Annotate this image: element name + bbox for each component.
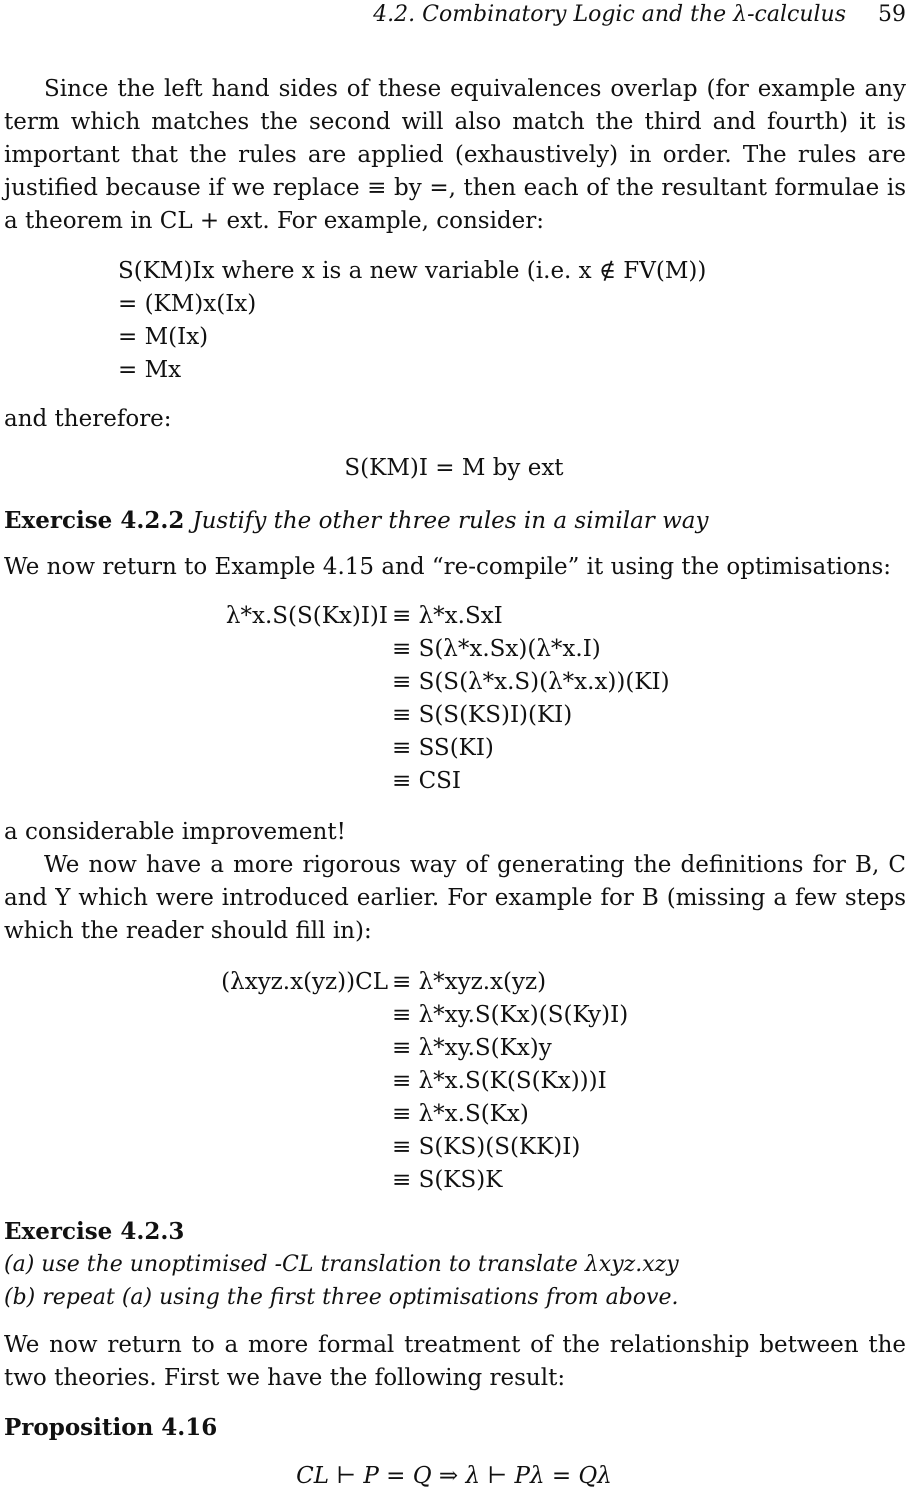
running-title: 4.2. Combinatory Logic and the λ-calculus [373,2,846,27]
paragraph-improvement: a considerable improvement! [4,819,346,845]
derivation-step: ≡ SS(KI) [392,735,494,761]
exercise-4-2-3-items [4,1248,679,1314]
running-header [0,0,908,30]
derivation-lhs: (λxyz.x(yz))CL [221,969,388,995]
example-line: S(KM)Ix where x is a new variable (i.e. x ∉ FV(M)) [118,258,707,284]
proposition-statement: CL ⊢ P = Q ⇒ λ ⊢ Pλ = Qλ [296,1463,612,1489]
paragraph-recompile: We now return to Example 4.15 and “re-compile” it using the optimisations: [4,554,892,580]
exercise-label: Exercise 4.2.2 [4,507,185,534]
derivation-step: ≡ S(λ*x.Sx)(λ*x.I) [392,636,601,662]
derivation-step: ≡ S(KS)(S(KK)I) [392,1134,581,1160]
exercise-item: (b) repeat (a) using the first three optimisations from above. [4,1285,679,1310]
derivation-step: ≡ λ*x.S(K(S(Kx)))I [392,1068,607,1094]
derivation-step: ≡ CSI [392,768,462,794]
example-line: = Mx [118,357,182,383]
example-line: = M(Ix) [118,324,209,350]
paragraph-rules-justification: Since the left hand sides of these equivalences overlap (for example any term which matches the second will also match the third and fourth) it is important that the rules are applied (exhaustively) in order. The rules are justified because if we replace ≡ by =, then each of the resultant formulae is a theorem in CL + ext. For example, consider: [4,76,906,234]
derivation-step: ≡ λ*xy.S(Kx)y [392,1035,552,1061]
exercise-4-2-2 [4,504,709,538]
derivation-step: ≡ λ*x.S(Kx) [392,1101,529,1127]
exercise-4-2-3-label: Exercise 4.2.3 [4,1218,185,1245]
page-number: 59 [878,2,906,27]
derivation-step: ≡ S(S(λ*x.S)(λ*x.x))(KI) [392,669,670,695]
b-derivation [0,966,908,1201]
exercise-item: (a) use the unoptimised -CL translation to translate λxyz.xzy [4,1252,679,1277]
derivation-step: ≡ S(KS)K [392,1167,503,1193]
proposition-label: Proposition 4.16 [4,1414,218,1441]
and-therefore-text: and therefore: [4,406,172,432]
derivation-lhs: λ*x.S(S(Kx)I)I [225,603,388,629]
example-line: = (KM)x(Ix) [118,291,257,317]
paragraph-rigorous: We now have a more rigorous way of generating the definitions for B, C and Y which were introduced earlier. For example for B (missing a few steps which the reader should fill in): [4,852,906,944]
result-equation: S(KM)I = M by ext [344,455,564,481]
derivation-step: ≡ λ*xyz.x(yz) [392,969,547,995]
derivation-step: ≡ S(S(KS)I)(KI) [392,702,573,728]
optimised-derivation [0,600,908,800]
paragraph-formal-treatment: We now return to a more formal treatment of the relationship between the two theories. First we have the following result: [4,1332,906,1391]
derivation-step: ≡ λ*xy.S(Kx)(S(Ky)I) [392,1002,629,1028]
derivation-step: ≡ λ*x.SxI [392,603,503,629]
example-derivation [118,255,706,387]
exercise-text: Justify the other three rules in a similar way [192,508,709,534]
